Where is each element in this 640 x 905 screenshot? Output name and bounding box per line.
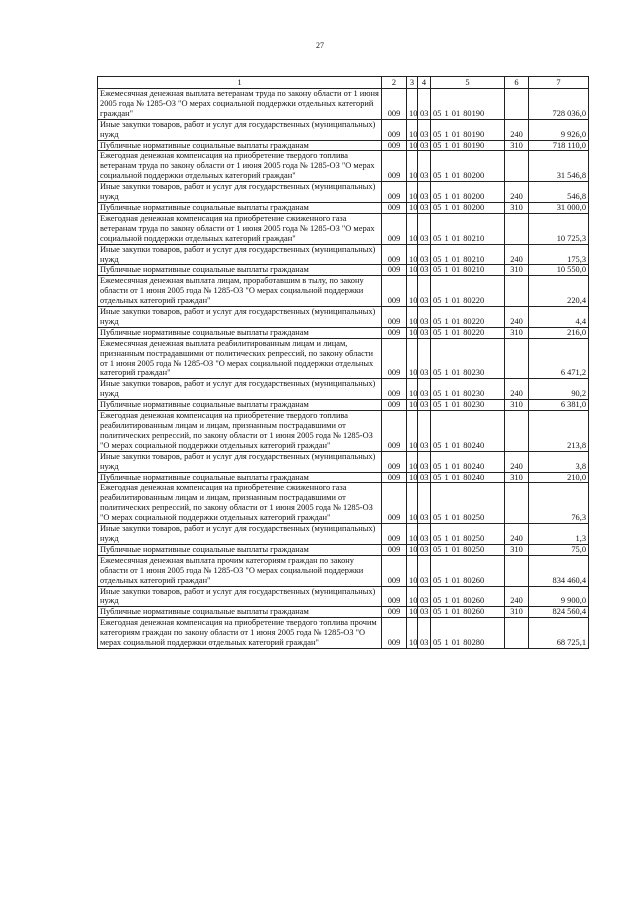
subsection-cell: 03 xyxy=(418,182,431,203)
expense-type-cell xyxy=(505,276,529,307)
admin-code-cell: 009 xyxy=(382,618,407,649)
section-cell: 10 xyxy=(407,89,418,120)
amount-cell: 718 110,0 xyxy=(529,140,589,151)
description-cell: Иные закупки товаров, работ и услуг для государственных (муниципальных) нужд xyxy=(98,182,382,203)
expense-type-cell xyxy=(505,89,529,120)
section-cell: 10 xyxy=(407,524,418,545)
amount-cell: 6 381,0 xyxy=(529,400,589,411)
table-row xyxy=(98,618,589,649)
target-article-cell: 05 1 01 80220 xyxy=(431,276,505,307)
subsection-cell: 03 xyxy=(418,411,431,452)
subsection-cell: 03 xyxy=(418,338,431,379)
admin-code-cell: 009 xyxy=(382,307,407,328)
table-row xyxy=(98,524,589,545)
description-cell: Публичные нормативные социальные выплаты гражданам xyxy=(98,202,382,213)
amount-cell: 824 560,4 xyxy=(529,607,589,618)
admin-code-cell: 009 xyxy=(382,544,407,555)
amount-cell: 31 546,8 xyxy=(529,151,589,182)
table-body xyxy=(98,89,589,649)
section-cell: 10 xyxy=(407,618,418,649)
section-cell: 10 xyxy=(407,151,418,182)
section-cell: 10 xyxy=(407,327,418,338)
amount-cell: 10 725,3 xyxy=(529,213,589,244)
target-article-cell: 05 1 01 80260 xyxy=(431,607,505,618)
section-cell: 10 xyxy=(407,244,418,265)
target-article-cell: 05 1 01 80220 xyxy=(431,307,505,328)
target-article-cell: 05 1 01 80260 xyxy=(431,555,505,586)
admin-code-cell: 009 xyxy=(382,119,407,140)
column-header-4: 4 xyxy=(418,77,431,89)
section-cell: 10 xyxy=(407,472,418,483)
target-article-cell: 05 1 01 80250 xyxy=(431,483,505,524)
section-cell: 10 xyxy=(407,119,418,140)
column-header-5: 5 xyxy=(431,77,505,89)
target-article-cell: 05 1 01 80200 xyxy=(431,151,505,182)
table-row xyxy=(98,213,589,244)
subsection-cell: 03 xyxy=(418,119,431,140)
admin-code-cell: 009 xyxy=(382,202,407,213)
admin-code-cell: 009 xyxy=(382,327,407,338)
description-cell: Публичные нормативные социальные выплаты гражданам xyxy=(98,265,382,276)
admin-code-cell: 009 xyxy=(382,607,407,618)
admin-code-cell: 009 xyxy=(382,586,407,607)
description-cell: Публичные нормативные социальные выплаты гражданам xyxy=(98,140,382,151)
subsection-cell: 03 xyxy=(418,307,431,328)
expense-type-cell xyxy=(505,151,529,182)
admin-code-cell: 009 xyxy=(382,555,407,586)
section-cell: 10 xyxy=(407,483,418,524)
description-cell: Иные закупки товаров, работ и услуг для государственных (муниципальных) нужд xyxy=(98,307,382,328)
admin-code-cell: 009 xyxy=(382,472,407,483)
column-header-1: 1 xyxy=(98,77,382,89)
description-cell: Ежегодная денежная компенсация на приобретение твердого топлива ветеранам труда по закону области от 1 июня 2005 года № 1285-ОЗ "О мерах социальной поддержки отдельных категорий граждан" xyxy=(98,151,382,182)
expense-type-cell xyxy=(505,555,529,586)
admin-code-cell: 009 xyxy=(382,400,407,411)
admin-code-cell: 009 xyxy=(382,276,407,307)
amount-cell: 9 900,0 xyxy=(529,586,589,607)
table-row xyxy=(98,400,589,411)
subsection-cell: 03 xyxy=(418,618,431,649)
subsection-cell: 03 xyxy=(418,265,431,276)
description-cell: Ежемесячная денежная выплата прочим категориям граждан по закону области от 1 июня 2005 года № 1285-ОЗ "О мерах социальной поддержки отдельных категорий граждан" xyxy=(98,555,382,586)
subsection-cell: 03 xyxy=(418,544,431,555)
amount-cell: 213,8 xyxy=(529,411,589,452)
amount-cell: 546,8 xyxy=(529,182,589,203)
section-cell: 10 xyxy=(407,276,418,307)
admin-code-cell: 009 xyxy=(382,524,407,545)
description-cell: Иные закупки товаров, работ и услуг для государственных (муниципальных) нужд xyxy=(98,379,382,400)
table-row xyxy=(98,265,589,276)
amount-cell: 216,0 xyxy=(529,327,589,338)
amount-cell: 75,0 xyxy=(529,544,589,555)
table-row xyxy=(98,586,589,607)
expense-type-cell xyxy=(505,338,529,379)
target-article-cell: 05 1 01 80200 xyxy=(431,202,505,213)
subsection-cell: 03 xyxy=(418,151,431,182)
section-cell: 10 xyxy=(407,607,418,618)
target-article-cell: 05 1 01 80240 xyxy=(431,411,505,452)
amount-cell: 76,3 xyxy=(529,483,589,524)
section-cell: 10 xyxy=(407,202,418,213)
admin-code-cell: 009 xyxy=(382,379,407,400)
description-cell: Ежегодная денежная компенсация на приобретение сжиженного газа реабилитированным лицам и лицам, признанным пострадавшими от политических репрессий, по закону области от 1 июня 2005 года № 1285-ОЗ "О мерах социальной поддержки отдельных категорий граждан" xyxy=(98,483,382,524)
amount-cell: 31 000,0 xyxy=(529,202,589,213)
target-article-cell: 05 1 01 80230 xyxy=(431,400,505,411)
admin-code-cell: 009 xyxy=(382,265,407,276)
target-article-cell: 05 1 01 80280 xyxy=(431,618,505,649)
column-header-2: 2 xyxy=(382,77,407,89)
table-row xyxy=(98,555,589,586)
expense-type-cell xyxy=(505,618,529,649)
section-cell: 10 xyxy=(407,140,418,151)
expense-type-cell: 310 xyxy=(505,140,529,151)
section-cell: 10 xyxy=(407,379,418,400)
admin-code-cell: 009 xyxy=(382,451,407,472)
target-article-cell: 05 1 01 80230 xyxy=(431,338,505,379)
expense-type-cell: 310 xyxy=(505,544,529,555)
expense-type-cell: 310 xyxy=(505,265,529,276)
description-cell: Ежемесячная денежная выплата ветеранам труда по закону области от 1 июня 2005 года № 1285-ОЗ "О мерах социальной поддержки отдельных категорий граждан" xyxy=(98,89,382,120)
page-number: 27 xyxy=(316,41,324,50)
admin-code-cell: 009 xyxy=(382,89,407,120)
section-cell: 10 xyxy=(407,182,418,203)
subsection-cell: 03 xyxy=(418,472,431,483)
description-cell: Ежегодная денежная компенсация на приобретение твердого топлива прочим категориям граждан по закону области от 1 июня 2005 года № 1285-ОЗ "О мерах социальной поддержки отдельных категорий граждан" xyxy=(98,618,382,649)
table-row xyxy=(98,89,589,120)
description-cell: Ежегодная денежная компенсация на приобретение твердого топлива реабилитированным лицам и лицам, признанным пострадавшими от политических репрессий, по закону области от 1 июня 2005 года № 1285-ОЗ "О мерах социальной поддержки отдельных категорий граждан" xyxy=(98,411,382,452)
target-article-cell: 05 1 01 80210 xyxy=(431,244,505,265)
expense-type-cell: 240 xyxy=(505,586,529,607)
expense-type-cell: 310 xyxy=(505,607,529,618)
table-row xyxy=(98,544,589,555)
subsection-cell: 03 xyxy=(418,586,431,607)
section-cell: 10 xyxy=(407,265,418,276)
table-row xyxy=(98,483,589,524)
expense-type-cell xyxy=(505,483,529,524)
target-article-cell: 05 1 01 80260 xyxy=(431,586,505,607)
amount-cell: 90,2 xyxy=(529,379,589,400)
section-cell: 10 xyxy=(407,586,418,607)
expense-type-cell xyxy=(505,213,529,244)
table-row xyxy=(98,182,589,203)
amount-cell: 210,0 xyxy=(529,472,589,483)
subsection-cell: 03 xyxy=(418,213,431,244)
admin-code-cell: 009 xyxy=(382,411,407,452)
amount-cell: 175,3 xyxy=(529,244,589,265)
section-cell: 10 xyxy=(407,451,418,472)
section-cell: 10 xyxy=(407,400,418,411)
subsection-cell: 03 xyxy=(418,327,431,338)
table-row xyxy=(98,276,589,307)
target-article-cell: 05 1 01 80190 xyxy=(431,89,505,120)
target-article-cell: 05 1 01 80240 xyxy=(431,451,505,472)
table-row xyxy=(98,244,589,265)
target-article-cell: 05 1 01 80230 xyxy=(431,379,505,400)
description-cell: Ежемесячная денежная выплата лицам, проработавшим в тылу, по закону области от 1 июня 2005 года № 1285-ОЗ "О мерах социальной поддержки отдельных категорий граждан" xyxy=(98,276,382,307)
amount-cell: 4,4 xyxy=(529,307,589,328)
description-cell: Иные закупки товаров, работ и услуг для государственных (муниципальных) нужд xyxy=(98,586,382,607)
expense-type-cell: 240 xyxy=(505,119,529,140)
description-cell: Иные закупки товаров, работ и услуг для государственных (муниципальных) нужд xyxy=(98,119,382,140)
amount-cell: 6 471,2 xyxy=(529,338,589,379)
table-row xyxy=(98,327,589,338)
section-cell: 10 xyxy=(407,213,418,244)
target-article-cell: 05 1 01 80240 xyxy=(431,472,505,483)
table-row xyxy=(98,202,589,213)
subsection-cell: 03 xyxy=(418,483,431,524)
column-header-7: 7 xyxy=(529,77,589,89)
table-row xyxy=(98,307,589,328)
amount-cell: 3,8 xyxy=(529,451,589,472)
target-article-cell: 05 1 01 80250 xyxy=(431,544,505,555)
table-row xyxy=(98,119,589,140)
subsection-cell: 03 xyxy=(418,244,431,265)
target-article-cell: 05 1 01 80210 xyxy=(431,213,505,244)
table-row xyxy=(98,607,589,618)
section-cell: 10 xyxy=(407,411,418,452)
expense-type-cell: 240 xyxy=(505,182,529,203)
expense-type-cell: 240 xyxy=(505,524,529,545)
description-cell: Ежегодная денежная компенсация на приобретение сжиженного газа ветеранам труда по закону области от 1 июня 2005 года № 1285-ОЗ "О мерах социальной поддержки отдельных категорий граждан" xyxy=(98,213,382,244)
expense-type-cell: 240 xyxy=(505,244,529,265)
subsection-cell: 03 xyxy=(418,276,431,307)
target-article-cell: 05 1 01 80190 xyxy=(431,119,505,140)
admin-code-cell: 009 xyxy=(382,213,407,244)
description-cell: Публичные нормативные социальные выплаты гражданам xyxy=(98,607,382,618)
subsection-cell: 03 xyxy=(418,89,431,120)
expense-type-cell: 240 xyxy=(505,307,529,328)
budget-table xyxy=(97,76,589,649)
expense-type-cell: 310 xyxy=(505,202,529,213)
target-article-cell: 05 1 01 80190 xyxy=(431,140,505,151)
description-cell: Публичные нормативные социальные выплаты гражданам xyxy=(98,327,382,338)
amount-cell: 220,4 xyxy=(529,276,589,307)
table-header-row xyxy=(98,77,589,89)
description-cell: Публичные нормативные социальные выплаты гражданам xyxy=(98,544,382,555)
subsection-cell: 03 xyxy=(418,451,431,472)
table-row xyxy=(98,379,589,400)
description-cell: Иные закупки товаров, работ и услуг для государственных (муниципальных) нужд xyxy=(98,451,382,472)
table-row xyxy=(98,338,589,379)
admin-code-cell: 009 xyxy=(382,244,407,265)
section-cell: 10 xyxy=(407,555,418,586)
amount-cell: 68 725,1 xyxy=(529,618,589,649)
table-row xyxy=(98,411,589,452)
description-cell: Ежемесячная денежная выплата реабилитированным лицам и лицам, признанным пострадавшими от политических репрессий, по закону области от 1 июня 2005 года № 1285-ОЗ "О мерах социальной поддержки отдельных категорий граждан" xyxy=(98,338,382,379)
table-row xyxy=(98,472,589,483)
section-cell: 10 xyxy=(407,338,418,379)
expense-type-cell xyxy=(505,411,529,452)
section-cell: 10 xyxy=(407,307,418,328)
admin-code-cell: 009 xyxy=(382,182,407,203)
subsection-cell: 03 xyxy=(418,400,431,411)
subsection-cell: 03 xyxy=(418,524,431,545)
admin-code-cell: 009 xyxy=(382,483,407,524)
subsection-cell: 03 xyxy=(418,140,431,151)
description-cell: Публичные нормативные социальные выплаты гражданам xyxy=(98,472,382,483)
table-row xyxy=(98,151,589,182)
expense-type-cell: 310 xyxy=(505,400,529,411)
subsection-cell: 03 xyxy=(418,202,431,213)
target-article-cell: 05 1 01 80220 xyxy=(431,327,505,338)
expense-type-cell: 310 xyxy=(505,327,529,338)
target-article-cell: 05 1 01 80250 xyxy=(431,524,505,545)
description-cell: Иные закупки товаров, работ и услуг для государственных (муниципальных) нужд xyxy=(98,244,382,265)
subsection-cell: 03 xyxy=(418,607,431,618)
column-header-6: 6 xyxy=(505,77,529,89)
amount-cell: 10 550,0 xyxy=(529,265,589,276)
target-article-cell: 05 1 01 80210 xyxy=(431,265,505,276)
expense-type-cell: 240 xyxy=(505,451,529,472)
section-cell: 10 xyxy=(407,544,418,555)
target-article-cell: 05 1 01 80200 xyxy=(431,182,505,203)
admin-code-cell: 009 xyxy=(382,338,407,379)
table-row xyxy=(98,140,589,151)
expense-type-cell: 240 xyxy=(505,379,529,400)
column-header-3: 3 xyxy=(407,77,418,89)
amount-cell: 9 926,0 xyxy=(529,119,589,140)
expense-type-cell: 310 xyxy=(505,472,529,483)
admin-code-cell: 009 xyxy=(382,151,407,182)
subsection-cell: 03 xyxy=(418,379,431,400)
amount-cell: 728 036,0 xyxy=(529,89,589,120)
amount-cell: 1,3 xyxy=(529,524,589,545)
admin-code-cell: 009 xyxy=(382,140,407,151)
table-row xyxy=(98,451,589,472)
subsection-cell: 03 xyxy=(418,555,431,586)
description-cell: Публичные нормативные социальные выплаты гражданам xyxy=(98,400,382,411)
amount-cell: 834 460,4 xyxy=(529,555,589,586)
description-cell: Иные закупки товаров, работ и услуг для государственных (муниципальных) нужд xyxy=(98,524,382,545)
